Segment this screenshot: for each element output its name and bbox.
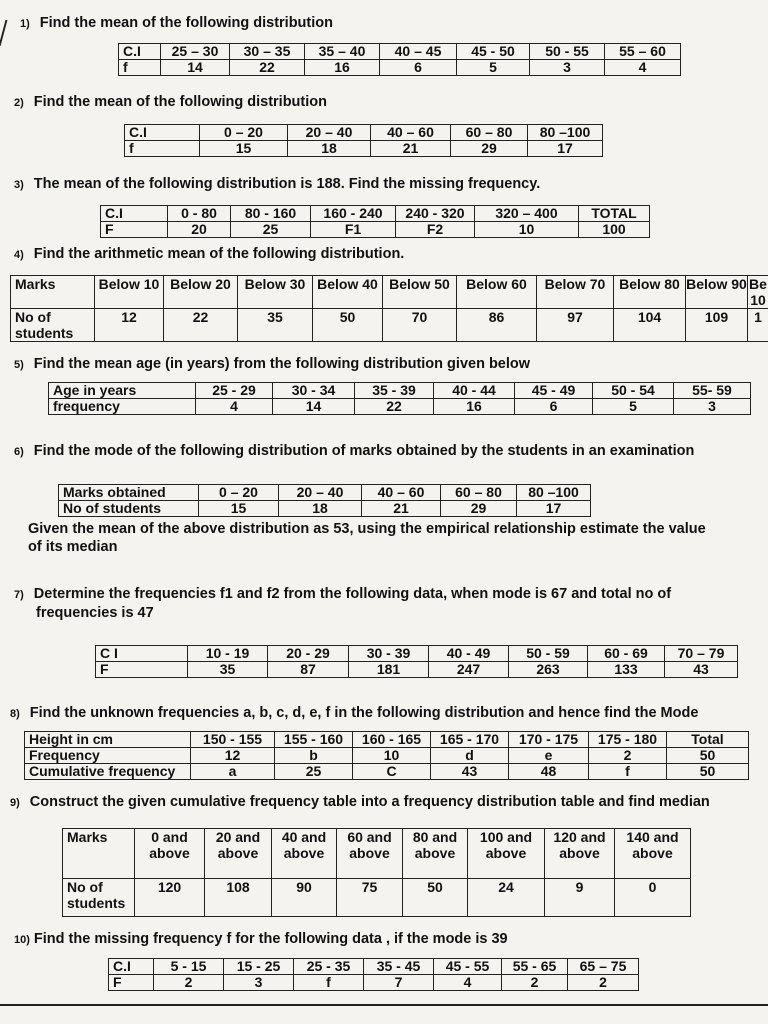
question-text: Find the mean of the following distribution — [33, 94, 327, 110]
table-cell: 3 — [224, 975, 294, 991]
table-cell: 80 - 160 — [231, 206, 311, 222]
table-cell: 29 — [451, 141, 528, 157]
table-cell: 25 - 29 — [196, 383, 273, 399]
table-cell: 80 –100 — [528, 125, 603, 141]
question-7 — [14, 585, 671, 622]
table-cell: 133 — [588, 662, 665, 678]
table-row — [125, 125, 603, 141]
table-cell: Below 70 — [537, 276, 614, 309]
table-row — [109, 959, 639, 975]
table-cell: 0 – 20 — [199, 485, 279, 501]
table-cell: 155 - 160 — [275, 732, 353, 748]
question-text: The mean of the following distribution is 188. Find the missing frequency. — [33, 176, 541, 192]
row-header-cell: C.I — [125, 125, 200, 141]
table-cell: 35 — [188, 662, 268, 678]
table-q8 — [24, 731, 749, 780]
table-cell: 170 - 175 — [509, 732, 589, 748]
table-cell: Below 20 — [164, 276, 238, 309]
question-number: 8) — [10, 708, 20, 720]
table-cell: C — [353, 764, 431, 780]
table-cell: 25 — [275, 764, 353, 780]
table-cell: b — [275, 748, 353, 764]
row-header-cell: Frequency — [25, 748, 191, 764]
table-cell: 5 — [457, 60, 530, 76]
table-cell: 30 - 34 — [273, 383, 355, 399]
table-cell: 0 — [615, 879, 691, 917]
row-header-cell: Height in cm — [25, 732, 191, 748]
question-number: 5) — [14, 359, 24, 371]
table-cell: 43 — [665, 662, 738, 678]
table-row — [25, 748, 749, 764]
table-cell: TOTAL — [579, 206, 650, 222]
row-header-cell: Age in years — [49, 383, 196, 399]
followup-line-1: Given the mean of the above distribution as 53, using the empirical relationship estimate the value — [28, 521, 706, 537]
table-cell: Below 10 — [95, 276, 164, 309]
table-cell: 17 — [528, 141, 603, 157]
table-cell: d — [431, 748, 509, 764]
table-cell: 80 and above — [403, 829, 468, 879]
table-cell: 0 - 80 — [168, 206, 231, 222]
table-cell: 240 - 320 — [396, 206, 475, 222]
table-cell: 10 — [353, 748, 431, 764]
table-cell: 30 - 39 — [349, 646, 429, 662]
table-cell: 35 - 45 — [364, 959, 434, 975]
table-cell: 29 — [441, 501, 517, 517]
question-10 — [14, 930, 508, 949]
table-cell: 0 – 20 — [200, 125, 288, 141]
question-text: Find the unknown frequencies a, b, c, d, e, f in the following distribution and hence find the Mode — [29, 705, 699, 721]
row-header-cell: C I — [96, 646, 188, 662]
table-cell: 25 — [231, 222, 311, 238]
table-q7 — [95, 645, 738, 678]
table-cell: 15 - 25 — [224, 959, 294, 975]
question-3 — [14, 175, 540, 194]
table-cell: 6 — [380, 60, 457, 76]
table-cell: 160 - 240 — [311, 206, 396, 222]
table-cell: 160 - 165 — [353, 732, 431, 748]
table-cell: 100 — [579, 222, 650, 238]
table-cell: 45 - 55 — [434, 959, 502, 975]
row-header-cell: No of students — [63, 879, 135, 917]
table-row — [59, 485, 591, 501]
question-text: Find the arithmetic mean of the following distribution. — [33, 246, 405, 262]
table-cell: 2 — [502, 975, 568, 991]
table-cell: 150 - 155 — [191, 732, 275, 748]
table-row — [49, 399, 751, 415]
table-cell: 55- 59 — [674, 383, 751, 399]
table-cell: F1 — [311, 222, 396, 238]
table-cell: 263 — [509, 662, 588, 678]
table-cell: 15 — [199, 501, 279, 517]
table-cell: 18 — [288, 141, 371, 157]
table-row — [96, 662, 738, 678]
table-row — [101, 222, 650, 238]
question-9 — [10, 793, 710, 812]
table-cell: 25 – 30 — [161, 44, 230, 60]
table-cell: 86 — [457, 309, 537, 342]
table-cell: 50 — [667, 764, 749, 780]
question-4 — [14, 245, 404, 264]
row-header-cell: f — [125, 141, 200, 157]
row-header-cell: C.I — [101, 206, 168, 222]
question-number: 7) — [14, 589, 24, 601]
question-text-line-1: Determine the frequencies f1 and f2 from the following data, when mode is 67 and total no of — [33, 586, 672, 602]
table-cell: 24 — [468, 879, 545, 917]
table-q3 — [100, 205, 650, 238]
table-q1 — [118, 43, 681, 76]
table-cell: 5 — [593, 399, 674, 415]
table-cell: 50 - 59 — [509, 646, 588, 662]
table-cell: 10 - 19 — [188, 646, 268, 662]
table-cell: 175 - 180 — [589, 732, 667, 748]
table-cell: 60 – 80 — [451, 125, 528, 141]
table-cell: 22 — [355, 399, 434, 415]
question-text: Find the missing frequency f for the following data , if the mode is 39 — [33, 931, 508, 947]
question-6 — [14, 442, 694, 461]
row-header-cell: No of students — [59, 501, 199, 517]
question-text: Find the mean of the following distribution — [39, 15, 333, 31]
table-cell: 4 — [196, 399, 273, 415]
question-text: Find the mean age (in years) from the following distribution given below — [33, 356, 531, 372]
table-cell: 4 — [434, 975, 502, 991]
table-row — [25, 764, 749, 780]
question-number: 1) — [20, 18, 30, 30]
question-1 — [20, 14, 333, 33]
table-cell: 22 — [230, 60, 305, 76]
table-cell: 12 — [95, 309, 164, 342]
table-cell: 3 — [530, 60, 605, 76]
followup-line-2: of its median — [28, 539, 118, 555]
table-cell: a — [191, 764, 275, 780]
table-cell: 90 — [272, 879, 337, 917]
table-cell: 18 — [279, 501, 362, 517]
row-header-cell: C.I — [109, 959, 154, 975]
table-cell: 65 – 75 — [568, 959, 639, 975]
question-text: Construct the given cumulative frequency table into a frequency distribution table and find median — [29, 794, 710, 810]
table-cell: 100 and above — [468, 829, 545, 879]
table-cell: 16 — [434, 399, 515, 415]
table-cell: 97 — [537, 309, 614, 342]
table-cell: 20 - 29 — [268, 646, 349, 662]
table-cell: 50 — [403, 879, 468, 917]
table-cell: 22 — [164, 309, 238, 342]
table-q6 — [58, 484, 591, 517]
table-q2 — [124, 124, 603, 157]
table-cell: 55 – 60 — [605, 44, 681, 60]
page-bottom-rule — [0, 1004, 768, 1006]
table-cell: 108 — [205, 879, 272, 917]
table-cell: 15 — [200, 141, 288, 157]
table-row — [11, 276, 768, 309]
table-cell: 20 — [168, 222, 231, 238]
table-cell: 5 - 15 — [154, 959, 224, 975]
table-cell: Below 80 — [614, 276, 686, 309]
table-row — [96, 646, 738, 662]
table-cell: 7 — [364, 975, 434, 991]
table-cell: 16 — [305, 60, 380, 76]
table-cell: 45 - 49 — [515, 383, 593, 399]
table-cell: 14 — [273, 399, 355, 415]
table-cell: 70 — [383, 309, 457, 342]
table-cell: 50 — [313, 309, 383, 342]
table-cell: 21 — [362, 501, 441, 517]
table-cell: 80 –100 — [517, 485, 591, 501]
table-q5 — [48, 382, 751, 415]
table-cell: 35 — [238, 309, 313, 342]
question-6-followup — [28, 520, 706, 556]
table-row — [101, 206, 650, 222]
table-row — [59, 501, 591, 517]
table-row — [25, 732, 749, 748]
table-row — [11, 309, 768, 342]
table-cell: 20 – 40 — [288, 125, 371, 141]
row-header-cell: Cumulative frequency — [25, 764, 191, 780]
table-cell: 50 — [667, 748, 749, 764]
question-8 — [10, 704, 698, 723]
table-cell: 20 – 40 — [279, 485, 362, 501]
table-cell: 60 – 80 — [441, 485, 517, 501]
table-cell: 1 — [748, 309, 768, 342]
row-header-cell: Marks — [63, 829, 135, 879]
table-cell: 40 – 60 — [362, 485, 441, 501]
table-cell: 181 — [349, 662, 429, 678]
question-number: 9) — [10, 797, 20, 809]
table-cell: Below 60 — [457, 276, 537, 309]
table-cell: f — [294, 975, 364, 991]
table-row — [63, 879, 691, 917]
question-5 — [14, 355, 530, 374]
table-cell: 75 — [337, 879, 403, 917]
table-cell: 21 — [371, 141, 451, 157]
table-cell: 9 — [545, 879, 615, 917]
table-cell: 2 — [568, 975, 639, 991]
table-cell: 40 and above — [272, 829, 337, 879]
table-cell: Below 90 — [686, 276, 748, 309]
table-cell: 60 - 69 — [588, 646, 665, 662]
margin-mark — [0, 20, 17, 46]
table-cell: 43 — [431, 764, 509, 780]
table-cell: 109 — [686, 309, 748, 342]
question-text-line-2: frequencies is 47 — [36, 605, 154, 621]
question-number: 2) — [14, 97, 24, 109]
table-cell: 40 - 44 — [434, 383, 515, 399]
table-cell: 45 - 50 — [457, 44, 530, 60]
question-number: 10) — [14, 934, 30, 946]
table-row — [119, 60, 681, 76]
question-text: Find the mode of the following distribution of marks obtained by the students in an examination — [33, 443, 695, 459]
table-cell: 165 - 170 — [431, 732, 509, 748]
row-header-cell: Marks — [11, 276, 95, 309]
row-header-cell: No of students — [11, 309, 95, 342]
question-2 — [14, 93, 327, 112]
row-header-cell: F — [101, 222, 168, 238]
table-cell: 40 – 45 — [380, 44, 457, 60]
table-cell: Below 50 — [383, 276, 457, 309]
table-cell: 35 - 39 — [355, 383, 434, 399]
table-cell: 140 and above — [615, 829, 691, 879]
table-cell: Below 40 — [313, 276, 383, 309]
table-cell: e — [509, 748, 589, 764]
table-q9 — [62, 828, 691, 917]
table-cell: 6 — [515, 399, 593, 415]
table-cell: Be 10 — [749, 276, 767, 308]
table-cell: 30 – 35 — [230, 44, 305, 60]
table-cell: 48 — [509, 764, 589, 780]
table-cell: 87 — [268, 662, 349, 678]
table-cell: 20 and above — [205, 829, 272, 879]
table-q4 — [10, 275, 768, 342]
table-cell: 2 — [154, 975, 224, 991]
row-header-cell: F — [96, 662, 188, 678]
table-cell: Total — [667, 732, 749, 748]
table-cell: 3 — [674, 399, 751, 415]
question-number: 4) — [14, 249, 24, 261]
table-row — [119, 44, 681, 60]
table-cell: 14 — [161, 60, 230, 76]
table-cell: 2 — [589, 748, 667, 764]
row-header-cell: frequency — [49, 399, 196, 415]
table-row — [63, 829, 691, 879]
row-header-cell: F — [109, 975, 154, 991]
table-cell: 35 – 40 — [305, 44, 380, 60]
table-row — [125, 141, 603, 157]
question-number: 6) — [14, 446, 24, 458]
table-cell: 50 - 55 — [530, 44, 605, 60]
row-header-cell: f — [119, 60, 161, 76]
table-cell: 0 and above — [135, 829, 205, 879]
table-cell: 10 — [475, 222, 579, 238]
table-cell: F2 — [396, 222, 475, 238]
table-cell: 40 - 49 — [429, 646, 509, 662]
table-cell: 104 — [614, 309, 686, 342]
table-cell: 120 and above — [545, 829, 615, 879]
table-cell: 25 - 35 — [294, 959, 364, 975]
table-cell: 320 – 400 — [475, 206, 579, 222]
table-q10 — [108, 958, 639, 991]
table-cell: 120 — [135, 879, 205, 917]
table-cell: 70 – 79 — [665, 646, 738, 662]
question-number: 3) — [14, 179, 24, 191]
table-row — [49, 383, 751, 399]
table-cell: 17 — [517, 501, 591, 517]
table-row — [109, 975, 639, 991]
table-cell: 40 – 60 — [371, 125, 451, 141]
table-cell: 12 — [191, 748, 275, 764]
table-cell: 4 — [605, 60, 681, 76]
table-cell: 50 - 54 — [593, 383, 674, 399]
table-cell: 60 and above — [337, 829, 403, 879]
table-cell: Below 30 — [238, 276, 313, 309]
table-cell: 247 — [429, 662, 509, 678]
table-cell: f — [589, 764, 667, 780]
row-header-cell: C.I — [119, 44, 161, 60]
table-cell: 55 - 65 — [502, 959, 568, 975]
row-header-cell: Marks obtained — [59, 485, 199, 501]
